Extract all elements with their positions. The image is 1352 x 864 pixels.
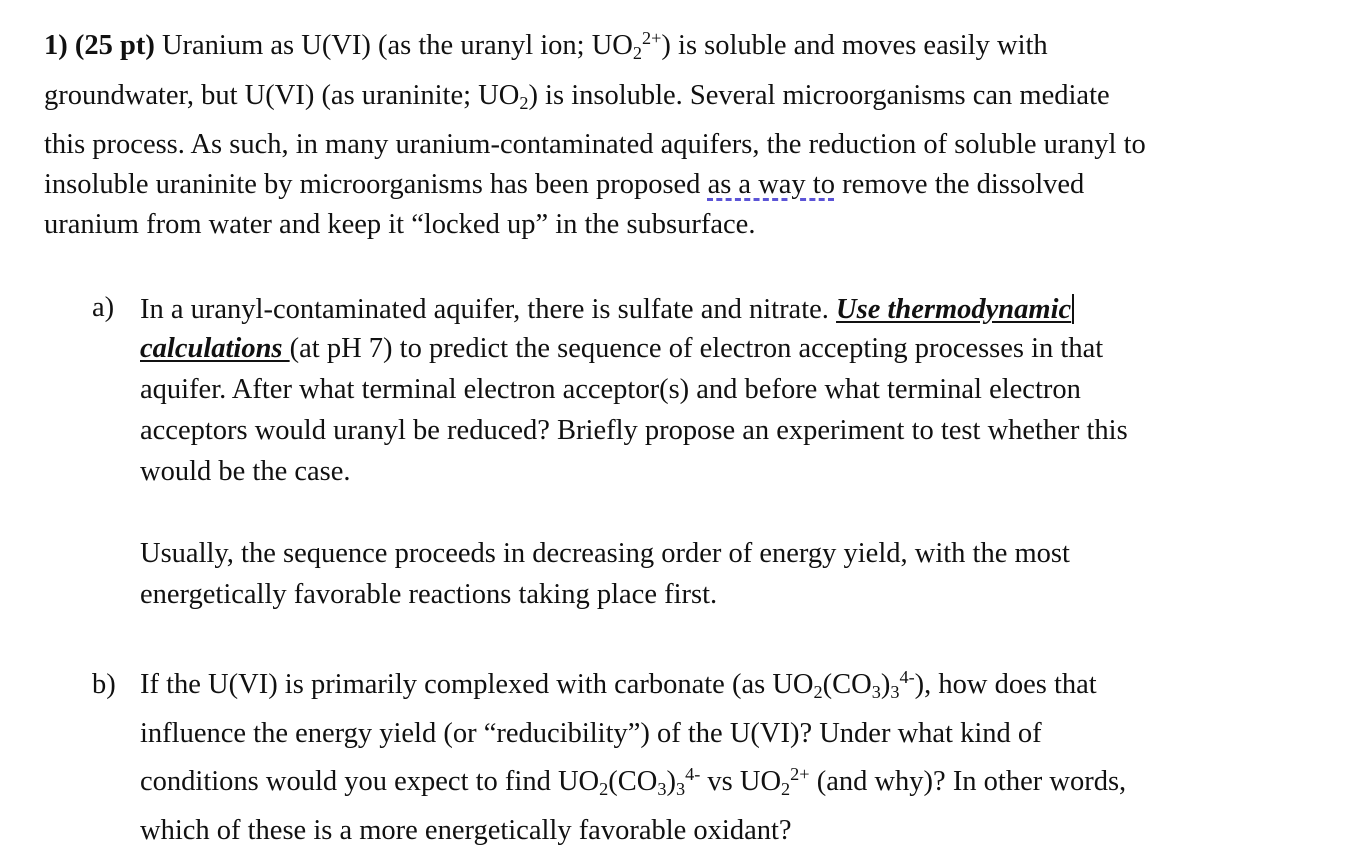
subscript: 3 — [657, 779, 667, 800]
part-a-label: a) — [92, 292, 115, 323]
part-a-line-3: aquifer. After what terminal electron acceptor(s) and before what terminal electron — [140, 374, 1081, 405]
text: vs UO — [700, 766, 782, 797]
question-line-5: uranium from water and keep it “locked up” in the subsurface. — [44, 209, 756, 240]
emphasis-text: Use thermodynamic — [836, 294, 1072, 325]
text: (CO — [822, 669, 872, 700]
subscript: 2 — [632, 43, 642, 64]
text: (at pH 7) to predict the sequence of electron accepting processes in that — [289, 333, 1104, 364]
text: ) is soluble and moves easily with — [661, 30, 1048, 61]
text: ) is insoluble. Several microorganisms can mediate — [528, 80, 1110, 111]
part-b-line-2: influence the energy yield (or “reducibility”) of the U(VI)? Under what kind of — [140, 718, 1042, 749]
text: ) — [880, 669, 891, 700]
superscript: 2+ — [642, 27, 662, 48]
question-line-2 — [44, 80, 1110, 114]
superscript: 2+ — [790, 763, 810, 784]
text-cursor — [1072, 294, 1074, 324]
subscript: 2 — [813, 682, 823, 703]
question-line-1 — [44, 27, 1048, 64]
question-points: (25 pt) — [74, 30, 155, 61]
part-b-line-3 — [140, 763, 1127, 800]
text: ) — [666, 766, 676, 797]
text: insoluble uraninite by microorganisms has been proposed — [44, 169, 708, 200]
text: groundwater, but U(VI) (as uraninite; UO — [44, 80, 520, 111]
text: remove the dissolved — [834, 169, 1085, 200]
subscript: 3 — [675, 779, 686, 800]
part-b-line-4: which of these is a more energetically favorable oxidant? — [140, 815, 792, 846]
grammar-suggestion-mark[interactable]: as a way to — [707, 169, 835, 200]
text: Uranium as U(VI) (as the uranyl ion; UO — [161, 30, 633, 61]
subscript: 3 — [871, 682, 881, 703]
part-a-line-2 — [140, 335, 1103, 364]
subscript: 2 — [599, 779, 609, 800]
part-a-line-4: acceptors would uranyl be reduced? Briefly propose an experiment to test whether this — [140, 415, 1128, 446]
text: In a uranyl-contaminated aquifer, there is sulfate and nitrate. — [140, 294, 837, 325]
question-line-3: this process. As such, in many uranium-contaminated aquifers, the reduction of soluble uranyl to — [44, 129, 1146, 160]
text: If the U(VI) is primarily complexed with carbonate (as UO — [140, 669, 814, 700]
subscript: 3 — [890, 682, 900, 703]
part-a-line-1 — [140, 294, 1074, 325]
subscript: 2 — [519, 93, 529, 114]
text: (and why)? In other words, — [809, 766, 1127, 797]
part-b-label: b) — [92, 669, 116, 700]
superscript: 4- — [685, 763, 701, 784]
answer-a-line-2: energetically favorable reactions taking place first. — [140, 579, 718, 610]
text: (CO — [608, 766, 658, 797]
text: conditions would you expect to find UO — [140, 766, 600, 797]
part-b-line-1 — [140, 666, 1097, 703]
emphasis-text: calculations — [140, 333, 290, 364]
subscript: 2 — [781, 779, 791, 800]
question-number: 1) — [44, 30, 68, 61]
text: ), how does that — [914, 669, 1097, 700]
part-a-line-5: would be the case. — [140, 456, 351, 487]
question-line-4 — [44, 171, 1084, 200]
superscript: 4- — [899, 666, 915, 687]
answer-a-line-1: Usually, the sequence proceeds in decreasing order of energy yield, with the most — [140, 538, 1070, 569]
